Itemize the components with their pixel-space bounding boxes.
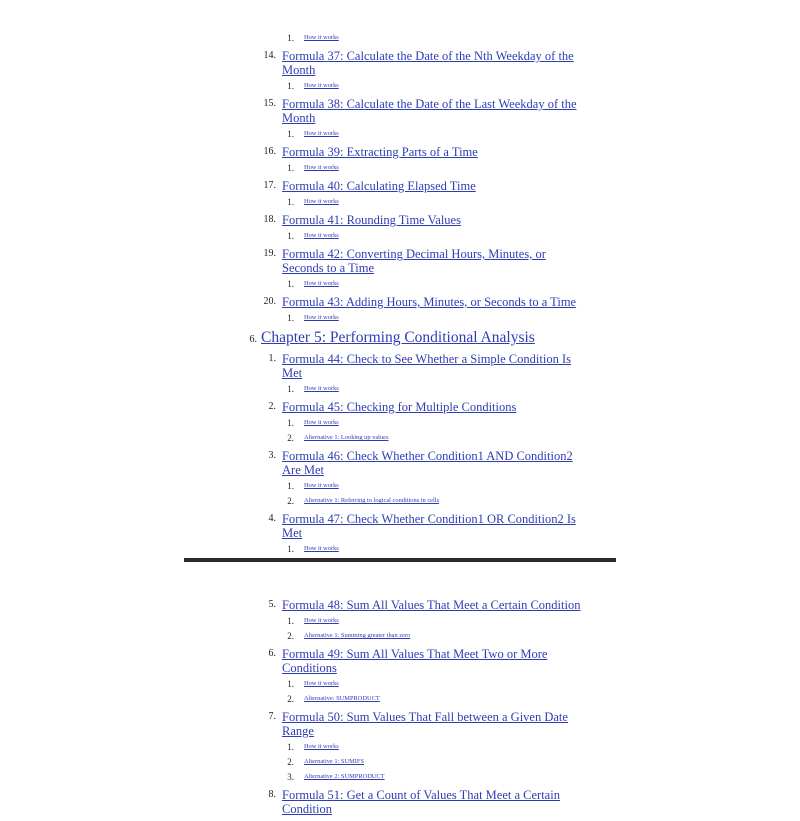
toc-subentry [0, 419, 800, 427]
toc-spacer [0, 816, 800, 821]
toc-subentry [0, 34, 800, 42]
toc-formula-entry [0, 400, 800, 414]
toc-formula-entry [0, 647, 800, 675]
toc-entry-link[interactable]: Formula 45: Checking for Multiple Conditions [282, 400, 517, 414]
toc-entry-link[interactable]: How it works [304, 280, 339, 287]
toc-entry-number: 1. [287, 481, 294, 491]
toc-entry-link[interactable]: Formula 46: Check Whether Condition1 AND Condition2 Are Met [282, 449, 573, 477]
toc-entry-link[interactable]: How it works [304, 482, 339, 489]
toc-spacer [0, 206, 800, 213]
toc-entry-link[interactable]: Formula 38: Calculate the Date of the Last Weekday of the Month [282, 97, 577, 125]
toc-subentry [0, 545, 800, 553]
toc-entry-number: 1. [287, 313, 294, 323]
toc-entry-number: 14. [263, 50, 276, 61]
toc-entry-link[interactable]: How it works [304, 232, 339, 239]
toc-entry-number: 3. [268, 450, 276, 461]
toc-spacer [0, 625, 800, 632]
toc-list-top [0, 34, 800, 560]
toc-subentry [0, 198, 800, 206]
toc-formula-entry [0, 352, 800, 380]
toc-spacer [0, 240, 800, 247]
toc-entry-link[interactable]: How it works [304, 34, 339, 41]
toc-formula-entry [0, 97, 800, 125]
toc-entry-link[interactable]: Formula 41: Rounding Time Values [282, 213, 461, 227]
toc-entry-number: 6. [249, 334, 257, 345]
toc-subentry [0, 232, 800, 240]
toc-subentry [0, 497, 800, 505]
toc-entry-link[interactable]: How it works [304, 419, 339, 426]
toc-entry-link[interactable]: Alternative 1: Summing greater than zero [304, 632, 411, 639]
toc-formula-entry [0, 449, 800, 477]
toc-spacer [0, 42, 800, 49]
toc-entry-link[interactable]: Formula 37: Calculate the Date of the Nth Weekday of the Month [282, 49, 574, 77]
toc-entry-number: 1. [287, 418, 294, 428]
toc-entry-link[interactable]: How it works [304, 743, 339, 750]
toc-entry-number: 1. [287, 279, 294, 289]
toc-formula-entry [0, 145, 800, 159]
toc-entry-link[interactable]: How it works [304, 164, 339, 171]
toc-entry-link[interactable]: How it works [304, 617, 339, 624]
toc-entry-number: 18. [263, 214, 276, 225]
toc-entry-link[interactable]: How it works [304, 385, 339, 392]
toc-entry-number: 2. [287, 757, 294, 767]
toc-entry-link[interactable]: Formula 42: Converting Decimal Hours, Minutes, or Seconds to a Time [282, 247, 546, 275]
toc-spacer [0, 172, 800, 179]
toc-spacer [0, 322, 800, 329]
toc-spacer [0, 393, 800, 400]
toc-list-bottom [0, 598, 800, 821]
toc-page-top [0, 34, 800, 560]
toc-entry-number: 2. [268, 401, 276, 412]
toc-entry-number: 1. [287, 616, 294, 626]
toc-entry-number: 19. [263, 248, 276, 259]
toc-subentry [0, 164, 800, 172]
toc-entry-number: 1. [287, 384, 294, 394]
toc-subentry [0, 617, 800, 625]
toc-entry-link[interactable]: Formula 51: Get a Count of Values That Meet a Certain Condition [282, 788, 560, 816]
toc-subentry [0, 632, 800, 640]
toc-formula-entry [0, 710, 800, 738]
toc-subentry [0, 758, 800, 766]
toc-entry-number: 6. [268, 648, 276, 659]
toc-entry-number: 1. [287, 197, 294, 207]
toc-entry-number: 1. [287, 129, 294, 139]
toc-entry-number: 3. [287, 772, 294, 782]
toc-formula-entry [0, 512, 800, 540]
toc-entry-number: 2. [287, 496, 294, 506]
toc-spacer [0, 442, 800, 449]
toc-entry-link[interactable]: How it works [304, 82, 339, 89]
toc-entry-number: 5. [268, 599, 276, 610]
toc-entry-link[interactable]: Formula 49: Sum All Values That Meet Two or More Conditions [282, 647, 548, 675]
toc-entry-number: 2. [287, 433, 294, 443]
toc-spacer [0, 766, 800, 773]
toc-entry-link[interactable]: Formula 47: Check Whether Condition1 OR Condition2 Is Met [282, 512, 576, 540]
toc-entry-link[interactable]: Alternative: SUMPRODUCT [304, 695, 380, 702]
toc-entry-number: 1. [287, 81, 294, 91]
toc-entry-link[interactable]: Formula 50: Sum Values That Fall between a Given Date Range [282, 710, 568, 738]
toc-spacer [0, 781, 800, 788]
toc-spacer [0, 640, 800, 647]
toc-entry-link[interactable]: How it works [304, 680, 339, 687]
toc-spacer [0, 427, 800, 434]
toc-spacer [0, 688, 800, 695]
toc-entry-number: 1. [268, 353, 276, 364]
toc-chapter-entry [0, 329, 800, 347]
toc-formula-entry [0, 295, 800, 309]
toc-entry-number: 1. [287, 231, 294, 241]
toc-entry-link[interactable]: Formula 43: Adding Hours, Minutes, or Seconds to a Time [282, 295, 577, 309]
toc-entry-link[interactable]: Alternative 1: SUMIFS [304, 758, 364, 765]
toc-spacer [0, 138, 800, 145]
toc-subentry [0, 280, 800, 288]
toc-entry-number: 15. [263, 98, 276, 109]
toc-entry-link[interactable]: How it works [304, 198, 339, 205]
toc-formula-entry [0, 213, 800, 227]
toc-subentry [0, 385, 800, 393]
toc-entry-number: 1. [287, 33, 294, 43]
toc-spacer [0, 505, 800, 512]
toc-formula-entry [0, 247, 800, 275]
toc-entry-number: 8. [268, 789, 276, 800]
toc-entry-link[interactable]: Alternative 1: Looking up values [304, 434, 389, 441]
toc-entry-link[interactable]: How it works [304, 130, 339, 137]
toc-subentry [0, 680, 800, 688]
toc-entry-number: 2. [287, 631, 294, 641]
toc-spacer [0, 90, 800, 97]
toc-subentry [0, 482, 800, 490]
toc-entry-link[interactable]: Formula 48: Sum All Values That Meet a Certain Condition [282, 598, 581, 612]
toc-entry-link[interactable]: Chapter 5: Performing Conditional Analysis [261, 329, 535, 346]
toc-formula-entry [0, 179, 800, 193]
toc-spacer [0, 703, 800, 710]
toc-entry-number: 1. [287, 679, 294, 689]
toc-entry-number: 2. [287, 694, 294, 704]
toc-subentry [0, 695, 800, 703]
toc-entry-link[interactable]: Formula 40: Calculating Elapsed Time [282, 179, 476, 193]
toc-formula-entry [0, 788, 800, 816]
toc-subentry [0, 773, 800, 781]
toc-entry-link[interactable]: How it works [304, 545, 339, 552]
toc-spacer [0, 288, 800, 295]
toc-subentry [0, 434, 800, 442]
toc-spacer [0, 490, 800, 497]
toc-entry-number: 1. [287, 544, 294, 554]
toc-entry-number: 4. [268, 513, 276, 524]
toc-entry-link[interactable]: Alternative 1: Referring to logical conditions in cells [304, 497, 440, 504]
toc-spacer [0, 751, 800, 758]
toc-entry-link[interactable]: Alternative 2: SUMPRODUCT [304, 773, 385, 780]
toc-subentry [0, 743, 800, 751]
toc-entry-link[interactable]: Formula 39: Extracting Parts of a Time [282, 145, 478, 159]
toc-formula-entry [0, 598, 800, 612]
toc-entry-link[interactable]: Formula 44: Check to See Whether a Simple Condition Is Met [282, 352, 571, 380]
toc-entry-number: 17. [263, 180, 276, 191]
toc-entry-number: 1. [287, 742, 294, 752]
toc-formula-entry [0, 49, 800, 77]
toc-entry-number: 20. [263, 296, 276, 307]
page-divider [184, 558, 616, 562]
toc-subentry [0, 130, 800, 138]
toc-entry-number: 7. [268, 711, 276, 722]
toc-entry-link[interactable]: How it works [304, 314, 339, 321]
toc-entry-number: 16. [263, 146, 276, 157]
toc-subentry [0, 82, 800, 90]
toc-subentry [0, 314, 800, 322]
toc-entry-number: 1. [287, 163, 294, 173]
toc-page-bottom [0, 598, 800, 821]
